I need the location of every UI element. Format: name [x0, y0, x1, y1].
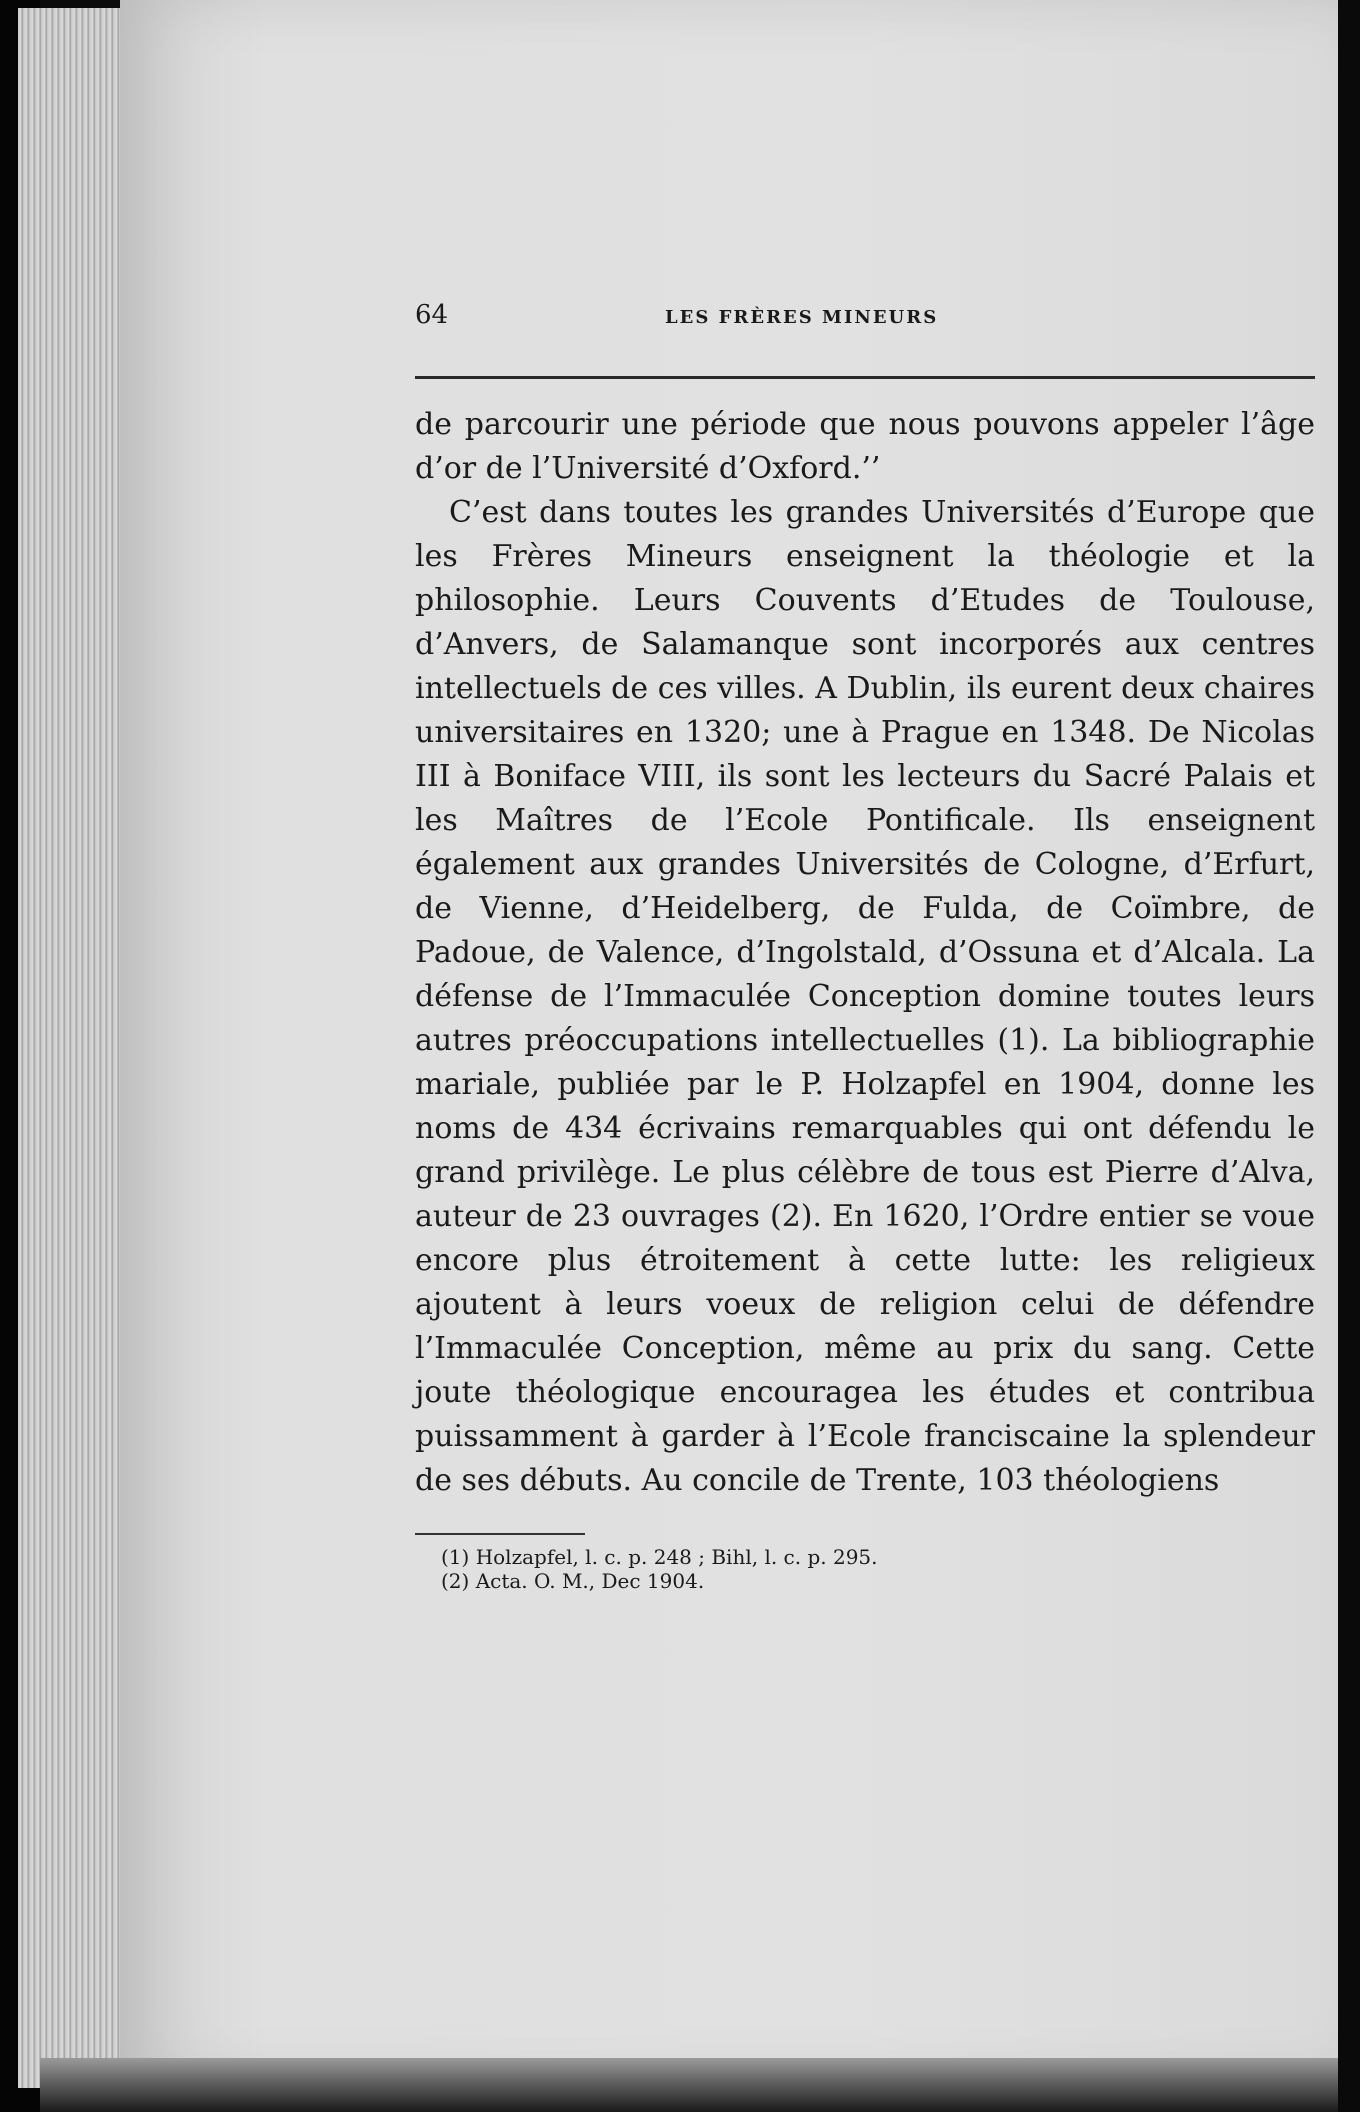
backdrop-right [1338, 0, 1360, 2112]
footnote: (2) Acta. O. M., Dec 1904. [441, 1569, 705, 1593]
footnote-rule [415, 1533, 585, 1535]
paragraph: de parcourir une période que nous pouvons appeler l’âge d’or de l’Université d’Oxford.’’ [415, 407, 1315, 486]
page-header [415, 300, 1315, 370]
page-number: 64 [415, 300, 449, 330]
footnotes [415, 1545, 1315, 1593]
paragraph: C’est dans toutes les grandes Universités d’Europe que les Frères Mineurs enseignent la théologie et la philosophie. Leurs Couvents d’Etudes de Toulouse, d’Anvers, de Salamanque sont incorporés aux centres intellectuels de ces villes. A Dublin, ils eurent deux chaires universitaires en 1320; une à Prague en 1348. De Nicolas III à Boniface VIII, ils sont les lecteurs du Sacré Palais et les Maîtres de l’Ecole Pontificale. Ils enseignent également aux grandes Universités de Cologne, d’Erfurt, de Vienne, d’Heidelberg, de Fulda, de Coïmbre, de Padoue, de Valence, d’Ingolstald, d’Ossuna et d’Alcala. La défense de l’Immaculée Conception domine toutes leurs autres préoccupations intellectuelles (1). La bibliographie mariale, publiée par le P. Holzapfel en 1904, donne les noms de 434 écrivains remarquables qui ont défendu le grand privilège. Le plus célèbre de tous est Pierre d’Alva, auteur de 23 ouvrages (2). En 1620, l’Ordre entier se voue encore plus étroitement à cette lutte: les religieux ajoutent à leurs voeux de religion celui de défendre l’Immaculée Conception, même au prix du sang. Cette joute théologique encouragea les études et contribua puissamment à garder à l’Ecole franciscaine la splendeur de ses débuts. Au concile de Trente, 103 théologiens [415, 495, 1315, 1498]
page-bottom-shadow [40, 2058, 1340, 2112]
footnote: (1) Holzapfel, l. c. p. 248 ; Bihl, l. c. p. 295. [441, 1545, 878, 1569]
page-content [415, 300, 1315, 1593]
body-text [415, 403, 1315, 1503]
running-head: LES FRÈRES MINEURS [665, 307, 939, 328]
header-rule [415, 376, 1315, 379]
